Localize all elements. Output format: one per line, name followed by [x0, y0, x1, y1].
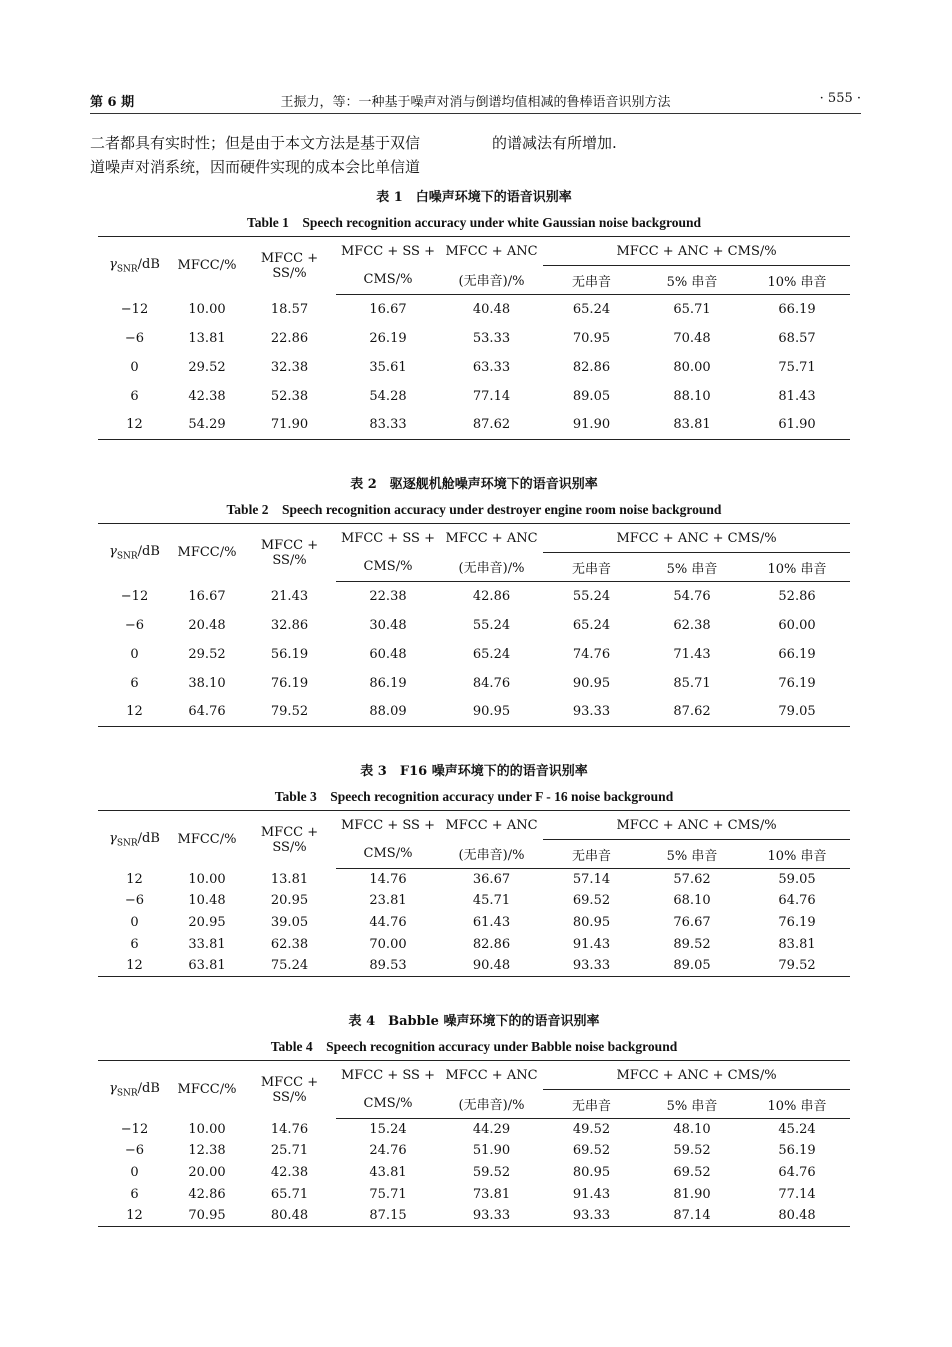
table-cell: 53.33 — [472, 330, 511, 346]
table-cell: 88.09 — [336, 698, 440, 727]
table-cell: 23.81 — [369, 893, 407, 909]
table-cell: 45.24 — [778, 1122, 816, 1138]
table-cell: 82.86 — [472, 936, 511, 952]
table-cell: 30.48 — [369, 617, 407, 633]
table-cell: 68.10 — [673, 893, 711, 909]
table-cell: 40.48 — [472, 301, 511, 317]
table-cell: 69.52 — [572, 893, 611, 909]
table-cell: −12 — [120, 1121, 149, 1137]
col-header-10-crosstalk: 10% 串音 — [744, 840, 850, 869]
table-cell: 87.62 — [440, 411, 543, 440]
table-row — [98, 890, 850, 912]
table-cell: 29.52 — [188, 646, 226, 662]
table-2 — [98, 523, 850, 727]
table-row — [98, 582, 850, 611]
table-cell: 80.48 — [744, 1205, 850, 1227]
col-header-mfcc-ss-cms-2: CMS/% — [336, 266, 440, 295]
table-cell: 64.76 — [778, 893, 816, 909]
table-cell: 42.38 — [188, 388, 226, 404]
col-header-mfcc-anc: MFCC + ANC — [440, 1061, 543, 1090]
table-cell: 88.10 — [673, 388, 711, 404]
table-4-caption-en: Table 4 Speech recognition accuracy under Babble noise background — [270, 1039, 678, 1054]
col-header-mfcc-ss-cms: MFCC + SS + — [336, 237, 440, 266]
issue-number: 第 6 期 — [90, 95, 135, 110]
table-cell: 74.76 — [572, 646, 611, 662]
table-row — [98, 1205, 850, 1227]
table-cell: 81.43 — [778, 388, 816, 404]
table-row — [98, 955, 850, 977]
table-cell: 75.71 — [369, 1186, 407, 1202]
col-header-10-crosstalk: 10% 串音 — [744, 1090, 850, 1119]
col-header-10-crosstalk: 10% 串音 — [744, 553, 850, 582]
table-cell: 69.52 — [673, 1164, 711, 1180]
table-cell: 18.57 — [270, 301, 309, 317]
table-cell: 6 — [130, 675, 139, 691]
col-header-5-crosstalk: 5% 串音 — [640, 840, 744, 869]
table-cell: 45.71 — [472, 893, 511, 909]
table-cell: 75.71 — [778, 359, 816, 375]
table-3-caption-cn: 表 3 F16 噪声环境下的的语音识别率 — [360, 764, 588, 779]
table-cell: 76.19 — [778, 675, 816, 691]
table-cell: 87.14 — [640, 1205, 744, 1227]
table-cell: 80.95 — [572, 1164, 611, 1180]
table-cell: 54.76 — [673, 588, 711, 604]
table-cell: 59.52 — [673, 1143, 711, 1159]
table-cell: 16.67 — [188, 588, 226, 604]
table-cell: 22.38 — [369, 588, 407, 604]
table-cell: 48.10 — [673, 1122, 711, 1138]
col-header-mfcc-anc-2: (无串音)/% — [440, 266, 543, 295]
col-header-mfcc-ss: MFCC + SS/% — [243, 1061, 336, 1119]
table-cell: 89.53 — [336, 955, 440, 977]
table-cell: 61.90 — [744, 411, 850, 440]
table-cell: 66.19 — [778, 301, 816, 317]
table-cell: 14.76 — [369, 872, 407, 888]
table-cell: 73.81 — [472, 1186, 511, 1202]
col-header-snr: $\gamma_{SNR}/dB$ — [98, 524, 171, 582]
table-cell: 61.43 — [472, 914, 511, 930]
table-cell: 65.24 — [572, 617, 611, 633]
table-cell: 10.48 — [188, 893, 226, 909]
table-cell: 55.24 — [472, 617, 511, 633]
table-cell: −6 — [124, 1143, 145, 1159]
table-row — [98, 295, 850, 324]
table-cell: 56.19 — [778, 1143, 816, 1159]
table-cell: 39.05 — [270, 914, 309, 930]
table-cell: 62.38 — [673, 617, 711, 633]
table-3-caption-en: Table 3 Speech recognition accuracy under F - 16 noise background — [274, 789, 674, 804]
table-cell: 69.52 — [572, 1143, 611, 1159]
col-header-snr: $\gamma_{SNR}/dB$ — [98, 811, 171, 869]
table-cell: 12.38 — [188, 1143, 226, 1159]
table-cell: 79.52 — [744, 955, 850, 977]
table-cell: 83.81 — [778, 936, 816, 952]
table-cell: 20.95 — [270, 893, 309, 909]
col-header-mfcc-anc-2: (无串音)/% — [440, 1090, 543, 1119]
table-cell: 22.86 — [270, 330, 309, 346]
table-cell: 10.00 — [188, 1121, 226, 1137]
table-cell: 12 — [98, 1205, 171, 1227]
table-cell: 79.05 — [744, 698, 850, 727]
table-cell: 42.38 — [270, 1164, 309, 1180]
col-header-mfcc-ss-cms-2: CMS/% — [336, 1090, 440, 1119]
body-text-line-2: 道噪声对消系统，因而硬件实现的成本会比单信道 — [90, 158, 421, 176]
table-cell: 93.33 — [440, 1205, 543, 1227]
table-cell: 59.05 — [778, 872, 816, 888]
table-cell: −12 — [120, 588, 149, 604]
table-cell: 70.48 — [673, 330, 711, 346]
table-cell: 26.19 — [369, 330, 407, 346]
table-cell: 13.81 — [188, 330, 226, 346]
table-cell: 93.33 — [543, 698, 640, 727]
table-cell: 65.24 — [572, 301, 611, 317]
table-cell: 91.90 — [543, 411, 640, 440]
col-header-mfcc-ss: MFCC + SS/% — [243, 524, 336, 582]
table-cell: 79.52 — [243, 698, 336, 727]
col-header-mfcc-anc: MFCC + ANC — [440, 237, 543, 266]
table-cell: 24.76 — [369, 1143, 407, 1159]
table-cell: 87.62 — [640, 698, 744, 727]
table-row — [98, 611, 850, 640]
table-cell: 91.43 — [572, 936, 611, 952]
table-row — [98, 912, 850, 934]
table-cell: 0 — [130, 914, 139, 930]
col-header-5-crosstalk: 5% 串音 — [640, 266, 744, 295]
table-cell: 52.38 — [270, 388, 309, 404]
table-cell: 86.19 — [369, 675, 407, 691]
table-cell: 54.28 — [369, 388, 407, 404]
table-cell: 52.86 — [778, 588, 816, 604]
table-cell: 51.90 — [472, 1143, 511, 1159]
table-cell: 80.00 — [673, 359, 711, 375]
table-cell: 44.76 — [369, 914, 407, 930]
col-header-mfcc: MFCC/% — [171, 524, 243, 582]
table-cell: 25.71 — [270, 1143, 309, 1159]
table-cell: 84.76 — [472, 675, 511, 691]
table-cell: 0 — [130, 646, 139, 662]
table-cell: 68.57 — [778, 330, 816, 346]
table-cell: 87.15 — [336, 1205, 440, 1227]
table-cell: 90.48 — [440, 955, 543, 977]
table-cell: 12 — [126, 871, 143, 887]
table-cell: 35.61 — [369, 359, 407, 375]
table-cell: 91.43 — [572, 1186, 611, 1202]
table-cell: 70.00 — [369, 936, 407, 952]
table-cell: 6 — [130, 1186, 139, 1202]
table-cell: 21.43 — [270, 588, 309, 604]
col-header-group: MFCC + ANC + CMS/% — [543, 811, 850, 840]
table-cell: 12 — [98, 955, 171, 977]
table-row — [98, 382, 850, 411]
table-cell: 54.29 — [171, 411, 243, 440]
table-cell: 59.52 — [472, 1164, 511, 1180]
table-cell: 56.19 — [270, 646, 309, 662]
running-header — [90, 87, 861, 114]
table-row — [98, 1183, 850, 1205]
table-cell: 15.24 — [369, 1122, 407, 1138]
col-header-mfcc-anc-2: (无串音)/% — [440, 553, 543, 582]
table-row — [98, 1162, 850, 1184]
body-text-line-1: 二者都具有实时性；但是由于本文方法是基于双信 — [90, 134, 421, 152]
table-cell: 71.90 — [243, 411, 336, 440]
table-cell: −12 — [120, 301, 149, 317]
col-header-5-crosstalk: 5% 串音 — [640, 1090, 744, 1119]
col-header-no-crosstalk: 无串音 — [543, 553, 640, 582]
col-header-group: MFCC + ANC + CMS/% — [543, 237, 850, 266]
table-cell: 29.52 — [188, 359, 226, 375]
table-cell: 20.95 — [188, 914, 226, 930]
table-row — [98, 640, 850, 669]
table-cell: 20.00 — [188, 1164, 226, 1180]
table-cell: 36.67 — [472, 872, 511, 888]
table-cell: 20.48 — [188, 617, 226, 633]
table-cell: 65.24 — [472, 646, 511, 662]
table-cell: 13.81 — [270, 871, 309, 887]
table-cell: 60.48 — [369, 646, 407, 662]
col-header-mfcc-ss-cms-2: CMS/% — [336, 840, 440, 869]
table-4-caption-cn: 表 4 Babble 噪声环境下的的语音识别率 — [348, 1014, 600, 1029]
table-row — [98, 1140, 850, 1162]
table-cell: 64.76 — [778, 1164, 816, 1180]
table-cell: 32.86 — [270, 617, 309, 633]
table-4 — [98, 1060, 850, 1227]
table-cell: 90.95 — [440, 698, 543, 727]
col-header-mfcc-ss-cms: MFCC + SS + — [336, 811, 440, 840]
table-cell: 42.86 — [472, 588, 511, 604]
table-cell: 38.10 — [188, 675, 226, 691]
table-cell: 77.14 — [778, 1186, 816, 1202]
table-cell: 66.19 — [778, 646, 816, 662]
col-header-no-crosstalk: 无串音 — [543, 266, 640, 295]
table-row — [98, 324, 850, 353]
table-row — [98, 1119, 850, 1141]
table-cell: 83.81 — [640, 411, 744, 440]
table-cell: 57.14 — [572, 872, 611, 888]
col-header-snr: $\gamma_{SNR}/dB$ — [98, 237, 171, 295]
table-cell: 70.95 — [572, 330, 611, 346]
table-cell: 44.29 — [472, 1122, 511, 1138]
page-number: · 555 · — [819, 91, 861, 106]
table-row — [98, 411, 850, 440]
col-header-10-crosstalk: 10% 串音 — [744, 266, 850, 295]
table-row — [98, 698, 850, 727]
table-cell: 12 — [98, 698, 171, 727]
table-cell: 6 — [130, 388, 139, 404]
col-header-mfcc-anc: MFCC + ANC — [440, 811, 543, 840]
table-cell: 0 — [130, 1164, 139, 1180]
table-cell: −6 — [124, 617, 145, 633]
table-2-caption-en: Table 2 Speech recognition accuracy under destroyer engine room noise background — [226, 502, 722, 517]
table-cell: 89.52 — [673, 936, 711, 952]
table-cell: 76.19 — [778, 914, 816, 930]
col-header-5-crosstalk: 5% 串音 — [640, 553, 744, 582]
col-header-mfcc-ss: MFCC + SS/% — [243, 237, 336, 295]
table-cell: 49.52 — [572, 1122, 611, 1138]
table-cell: −6 — [124, 893, 145, 909]
table-cell: 77.14 — [472, 388, 511, 404]
table-1 — [98, 236, 850, 440]
table-cell: 62.38 — [270, 936, 309, 952]
table-cell: 90.95 — [572, 675, 611, 691]
table-cell: 0 — [130, 359, 139, 375]
col-header-snr: $\gamma_{SNR}/dB$ — [98, 1061, 171, 1119]
col-header-mfcc: MFCC/% — [171, 1061, 243, 1119]
table-cell: 65.71 — [673, 301, 711, 317]
table-cell: 12 — [98, 411, 171, 440]
table-cell: 85.71 — [673, 675, 711, 691]
table-cell: 75.24 — [243, 955, 336, 977]
col-header-no-crosstalk: 无串音 — [543, 1090, 640, 1119]
table-cell: 89.05 — [640, 955, 744, 977]
table-cell: 14.76 — [270, 1121, 309, 1137]
col-header-mfcc: MFCC/% — [171, 237, 243, 295]
table-cell: 32.38 — [270, 359, 309, 375]
col-header-mfcc-anc-2: (无串音)/% — [440, 840, 543, 869]
table-cell: 63.33 — [472, 359, 511, 375]
col-header-mfcc-ss-cms: MFCC + SS + — [336, 1061, 440, 1090]
table-cell: 71.43 — [673, 646, 711, 662]
table-cell: 76.19 — [270, 675, 309, 691]
table-cell: 70.95 — [171, 1205, 243, 1227]
table-cell: 80.48 — [243, 1205, 336, 1227]
table-cell: 80.95 — [572, 914, 611, 930]
col-header-group: MFCC + ANC + CMS/% — [543, 524, 850, 553]
table-row — [98, 353, 850, 382]
body-text-line-3: 的谱减法有所增加. — [492, 134, 617, 152]
table-cell: 55.24 — [572, 588, 611, 604]
table-cell: 83.33 — [336, 411, 440, 440]
col-header-no-crosstalk: 无串音 — [543, 840, 640, 869]
table-cell: 65.71 — [270, 1186, 309, 1202]
table-cell: −6 — [124, 330, 145, 346]
table-cell: 82.86 — [572, 359, 611, 375]
table-cell: 93.33 — [543, 1205, 640, 1227]
table-cell: 33.81 — [188, 936, 226, 952]
running-title: 王振力，等：一种基于噪声对消与倒谱均值相减的鲁棒语音识别方法 — [280, 95, 671, 110]
table-cell: 16.67 — [369, 301, 407, 317]
table-1-caption-cn: 表 1 白噪声环境下的语音识别率 — [376, 190, 572, 205]
table-cell: 76.67 — [673, 914, 711, 930]
table-cell: 42.86 — [188, 1186, 226, 1202]
table-cell: 81.90 — [673, 1186, 711, 1202]
table-row — [98, 669, 850, 698]
table-cell: 89.05 — [572, 388, 611, 404]
table-cell: 10.00 — [188, 871, 226, 887]
table-cell: 43.81 — [369, 1164, 407, 1180]
col-header-mfcc-ss-cms-2: CMS/% — [336, 553, 440, 582]
table-cell: 64.76 — [171, 698, 243, 727]
table-1-caption-en: Table 1 Speech recognition accuracy under white Gaussian noise background — [246, 215, 702, 230]
table-row — [98, 869, 850, 891]
col-header-mfcc-ss: MFCC + SS/% — [243, 811, 336, 869]
table-cell: 57.62 — [673, 872, 711, 888]
table-cell: 93.33 — [543, 955, 640, 977]
col-header-mfcc: MFCC/% — [171, 811, 243, 869]
table-cell: 10.00 — [188, 301, 226, 317]
table-2-caption-cn: 表 2 驱逐舰机舱噪声环境下的语音识别率 — [350, 477, 598, 492]
table-cell: 63.81 — [171, 955, 243, 977]
col-header-group: MFCC + ANC + CMS/% — [543, 1061, 850, 1090]
table-row — [98, 933, 850, 955]
table-cell: 60.00 — [778, 617, 816, 633]
table-3 — [98, 810, 850, 977]
col-header-mfcc-anc: MFCC + ANC — [440, 524, 543, 553]
table-cell: 6 — [130, 936, 139, 952]
col-header-mfcc-ss-cms: MFCC + SS + — [336, 524, 440, 553]
